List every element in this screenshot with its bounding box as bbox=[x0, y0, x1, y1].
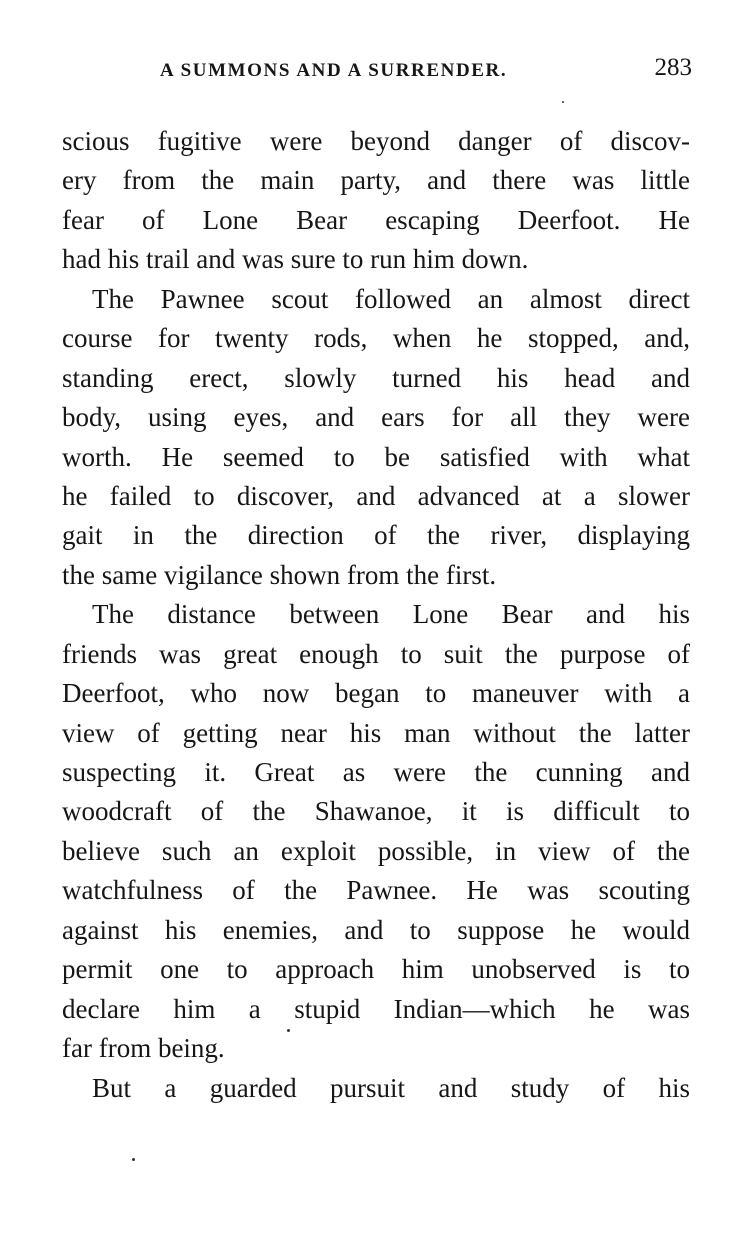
print-speck bbox=[132, 1158, 135, 1161]
text-line: he failed to discover, and advanced at a slower bbox=[62, 480, 690, 511]
text-line: permit one to approach him unobserved is to bbox=[62, 954, 690, 985]
text-line: friends was great enough to suit the purpose of bbox=[62, 638, 690, 669]
text-line: against his enemies, and to suppose he would bbox=[62, 914, 690, 945]
paragraph bbox=[62, 1069, 690, 1108]
body-text bbox=[62, 122, 690, 1108]
text-line: The Pawnee scout followed an almost direct bbox=[92, 283, 690, 314]
text-line: declare him a stupid Indian—which he was bbox=[62, 993, 690, 1024]
running-head: A SUMMONS AND A SURRENDER. bbox=[160, 60, 508, 81]
text-line: body, using eyes, and ears for all they were bbox=[62, 402, 690, 433]
text-line: woodcraft of the Shawanoe, it is difficult to bbox=[62, 796, 690, 827]
print-speck bbox=[287, 1029, 290, 1032]
text-line: The distance between Lone Bear and his bbox=[92, 599, 690, 630]
text-line: the same vigilance shown from the first. bbox=[62, 559, 497, 590]
text-line: ery from the main party, and there was little bbox=[62, 165, 690, 196]
page-number: 283 bbox=[654, 54, 692, 81]
text-line: scious fugitive were beyond danger of discov- bbox=[62, 126, 690, 156]
text-line: fear of Lone Bear escaping Deerfoot. He bbox=[62, 204, 690, 235]
text-line: worth. He seemed to be satisfied with what bbox=[62, 441, 690, 472]
text-line: course for twenty rods, when he stopped, and, bbox=[62, 323, 690, 354]
paragraph bbox=[62, 122, 690, 280]
text-line: But a guarded pursuit and study of his bbox=[92, 1072, 690, 1103]
text-line: watchfulness of the Pawnee. He was scouting bbox=[62, 875, 690, 906]
text-line: standing erect, slowly turned his head and bbox=[62, 362, 690, 393]
paragraph bbox=[62, 595, 690, 1068]
text-line: gait in the direction of the river, displaying bbox=[62, 520, 690, 551]
page-header bbox=[62, 52, 692, 88]
paragraph bbox=[62, 280, 690, 596]
text-line: had his trail and was sure to run him down. bbox=[62, 244, 529, 275]
text-line: believe such an exploit possible, in view of the bbox=[62, 835, 690, 866]
text-line: suspecting it. Great as were the cunning and bbox=[62, 757, 690, 787]
text-line: Deerfoot, who now began to maneuver with a bbox=[62, 678, 690, 709]
text-line: far from being. bbox=[62, 1033, 225, 1064]
print-speck bbox=[562, 101, 564, 103]
text-line: view of getting near his man without the latter bbox=[62, 717, 690, 748]
